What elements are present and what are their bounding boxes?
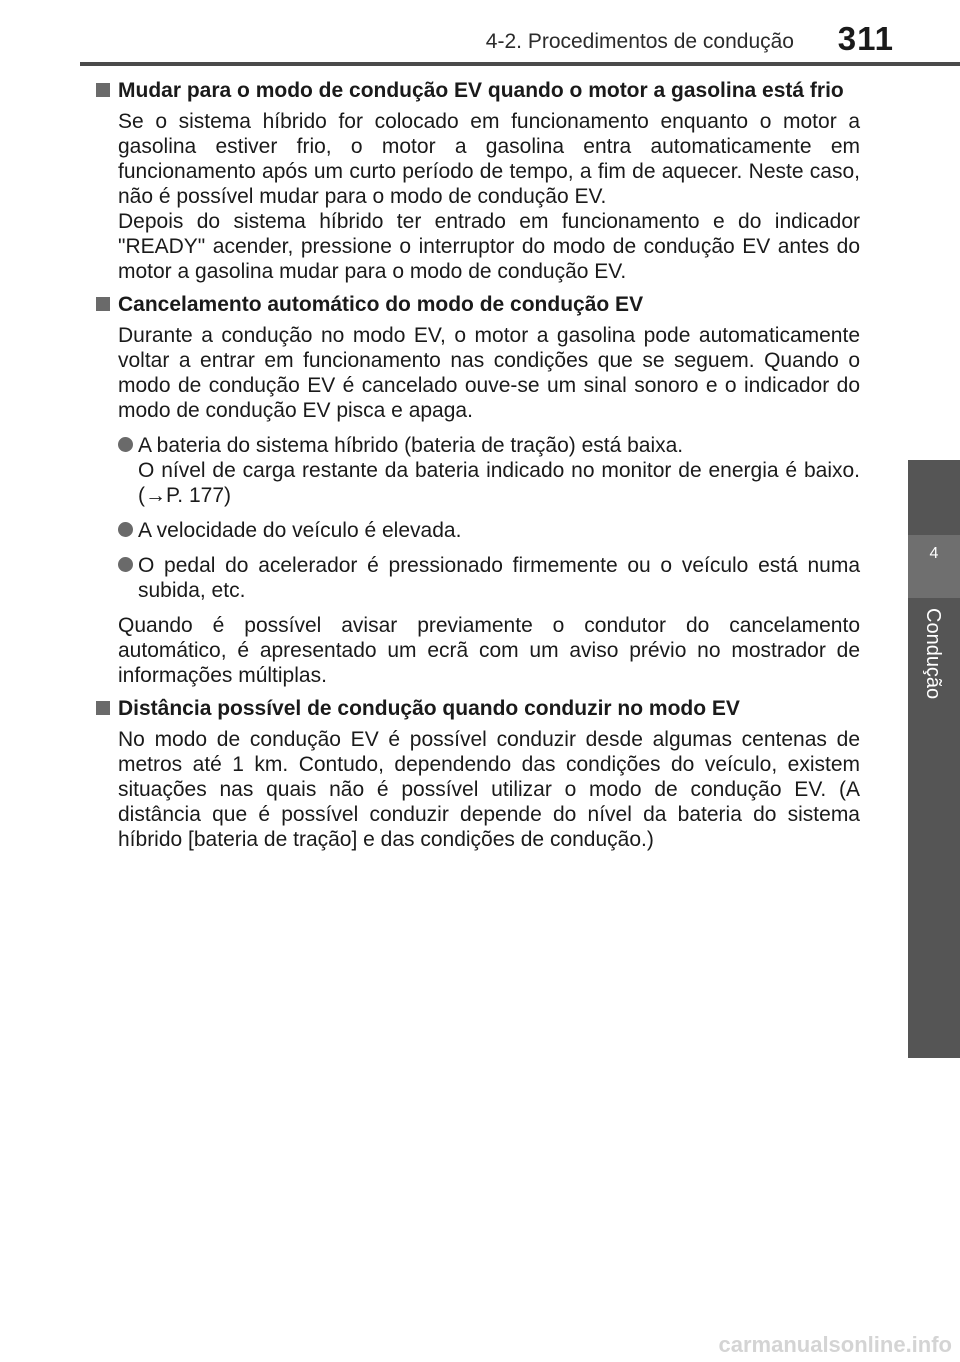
square-bullet-icon (96, 297, 110, 311)
chapter-side-tab[interactable] (908, 460, 960, 1058)
paragraph: Depois do sistema híbrido ter entrado em funcionamento e do indicador "READY" acender, pressione o interruptor do modo de condução EV antes do motor a gasolina mudar para o modo de condução EV. (118, 210, 860, 283)
section-heading (96, 78, 860, 103)
page-number: 311 (837, 20, 894, 57)
list-item-subtext[interactable]: O nível de carga restante da bateria indicado no monitor de energia é baixo. (→P. 177) (138, 459, 860, 507)
list-item (118, 433, 860, 508)
bullet-dot-icon (118, 437, 133, 452)
section-heading-text: Mudar para o modo de condução EV quando o motor a gasolina está frio (118, 79, 844, 102)
paragraph: Quando é possível avisar previamente o condutor do cancelamento automático, é apresentado um ecrã com um aviso prévio no mostrador de informações múltiplas. (118, 614, 860, 687)
list-item-text: A bateria do sistema híbrido (bateria de tração) está baixa. (138, 434, 684, 457)
square-bullet-icon (96, 701, 110, 715)
paragraph: Durante a condução no modo EV, o motor a gasolina pode automaticamente voltar a entrar em funcionamento nas condições que se seguem. Quando o modo de condução EV é cancelado ouve-se um sinal sonoro e o indicador do modo de condução EV pisca e apaga. (118, 324, 860, 422)
chapter-label: Condução (922, 608, 944, 700)
list-item (118, 553, 860, 603)
list-item-text: O pedal do acelerador é pressionado firmemente ou o veículo está numa subida, etc. (138, 554, 860, 602)
chapter-number: 4 (929, 545, 939, 562)
bullet-dot-icon (118, 557, 133, 572)
square-bullet-icon (96, 83, 110, 97)
section-heading (96, 292, 860, 317)
header-rule (80, 62, 960, 66)
section-heading-text: Cancelamento automático do modo de condução EV (118, 293, 644, 316)
section-ev-cold-engine (96, 78, 860, 284)
paragraph: No modo de condução EV é possível conduzir desde algumas centenas de metros até 1 km. Contudo, dependendo das condições do veículo, existem situações nas quais não é possível utilizar o modo de condução EV. (A distância que é possível conduzir depende do nível da bateria do sistema híbrido [bateria de tração] e das condições de condução.) (118, 728, 860, 851)
section-title: 4-2. Procedimentos de condução (485, 30, 794, 53)
watermark: carmanualsonline.info (718, 1332, 952, 1357)
bullet-dot-icon (118, 522, 133, 537)
section-heading (96, 696, 860, 721)
page-content (96, 78, 860, 860)
section-ev-distance (96, 696, 860, 852)
section-heading-text: Distância possível de condução quando conduzir no modo EV (118, 697, 740, 720)
list-item-text: A velocidade do veículo é elevada. (138, 519, 462, 542)
paragraph: Se o sistema híbrido for colocado em funcionamento enquanto o motor a gasolina estiver frio, o motor a gasolina entra automaticamente em funcionamento após um curto período de tempo, a fim de aquecer. Neste caso, não é possível mudar para o modo de condução EV. (118, 110, 860, 208)
list-item (118, 518, 860, 543)
section-ev-auto-cancel (96, 292, 860, 688)
page-header (0, 0, 960, 66)
